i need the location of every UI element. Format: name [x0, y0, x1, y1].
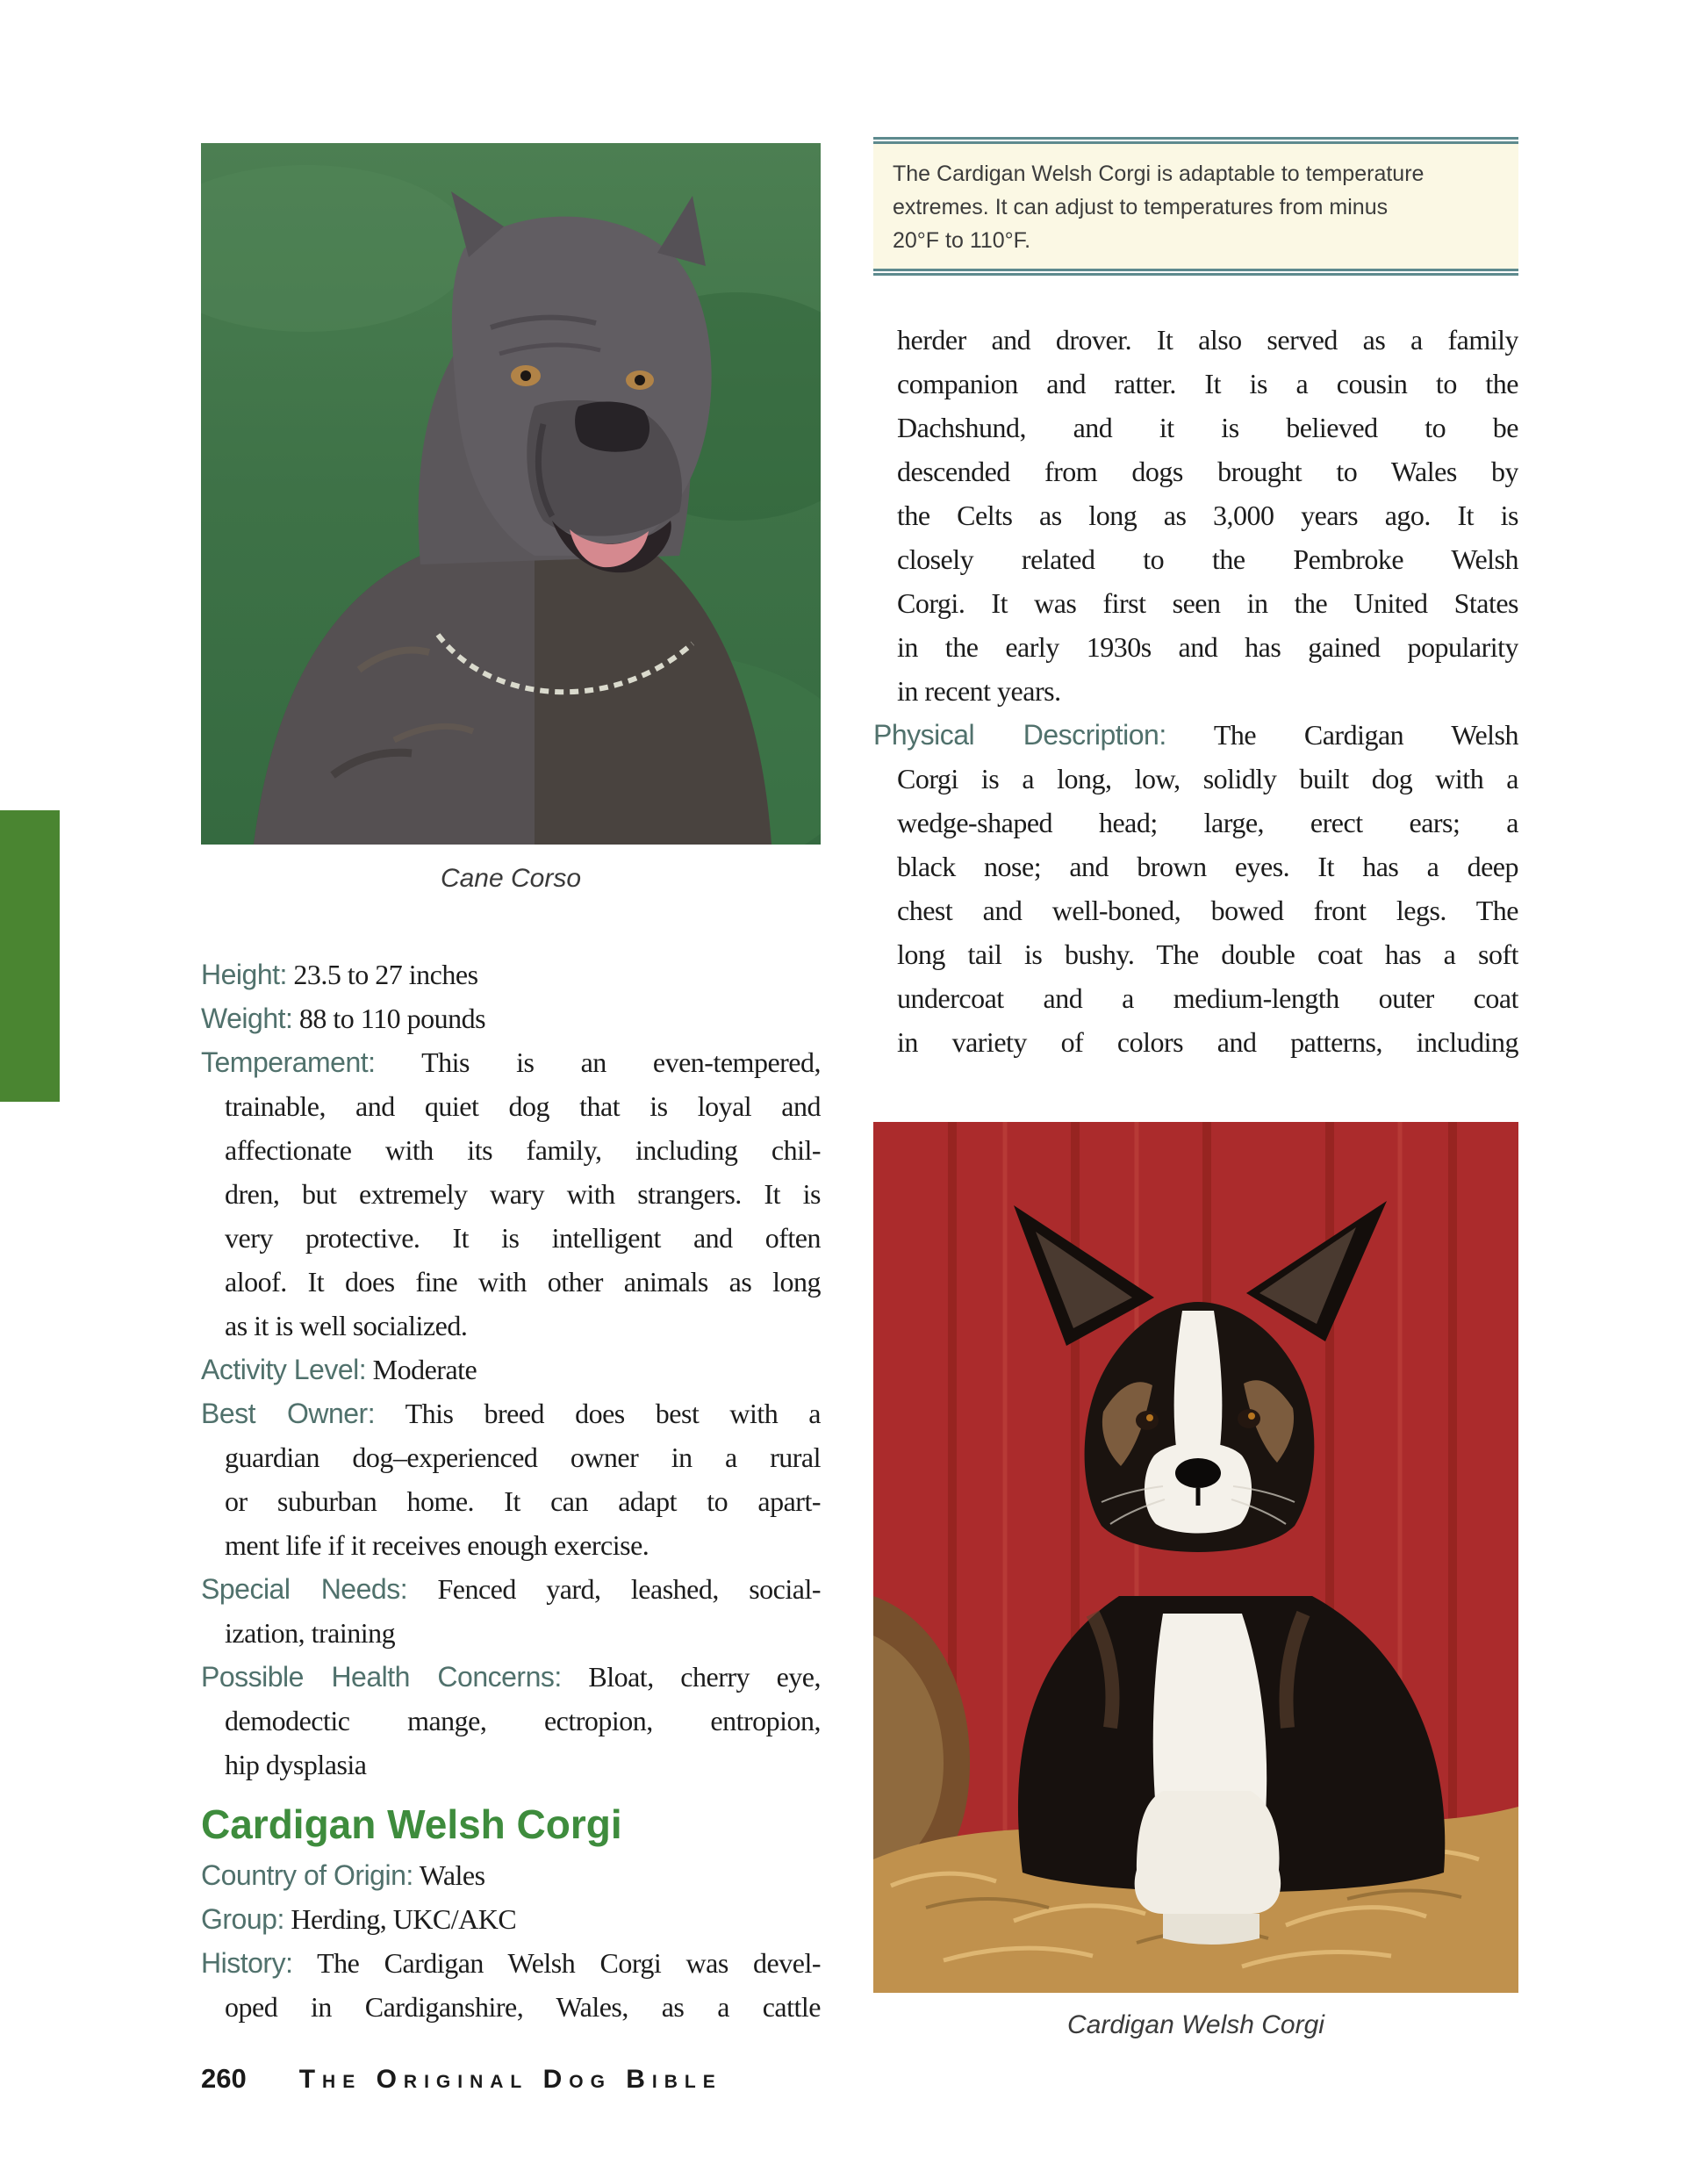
entry: [873, 713, 1518, 1064]
text-line: or suburban home. It can adapt to apart-: [225, 1485, 821, 1517]
text-line: Weight: 88 to 110 pounds: [201, 1003, 486, 1034]
photo-caption: Cane Corso: [440, 864, 582, 893]
text-line: as it is well socialized.: [225, 1310, 468, 1341]
entry: [201, 1853, 821, 1897]
callout-line: The Cardigan Welsh Corgi is adaptable to temperature: [893, 162, 1425, 186]
field-label: Temperament:: [201, 1046, 376, 1078]
text-line: Possible Health Concerns: Bloat, cherry eye,: [201, 1661, 821, 1693]
text-line: Activity Level: Moderate: [201, 1354, 477, 1385]
entry: [873, 318, 1518, 713]
text-line: trainable, and quiet dog that is loyal and: [225, 1090, 821, 1122]
text-line: aloof. It does fine with other animals as long: [225, 1266, 821, 1298]
field-label: Country of Origin:: [201, 1859, 413, 1891]
text-line: guardian dog–experienced owner in a rural: [225, 1441, 821, 1473]
text-line: affectionate with its family, including chil-: [225, 1134, 821, 1166]
text-line: wedge-shaped head; large, erect ears; a: [897, 807, 1518, 838]
text-line: chest and well-boned, bowed front legs. The: [897, 895, 1518, 926]
entry: [201, 1567, 821, 1655]
field-label: Weight:: [201, 1003, 293, 1034]
callout-box: [873, 137, 1518, 276]
callout-text: [873, 145, 1518, 268]
field-label: Group:: [201, 1903, 284, 1935]
text-line: Special Needs: Fenced yard, leashed, social-: [201, 1573, 821, 1605]
field-label: Height:: [201, 959, 287, 990]
entry: [201, 1391, 821, 1567]
text-line: Corgi is a long, low, solidly built dog with a: [897, 763, 1518, 794]
text-line: companion and ratter. It is a cousin to the: [897, 368, 1518, 399]
text-line: oped in Cardiganshire, Wales, as a cattle: [225, 1991, 821, 2023]
text-line: demodectic mange, ectropion, entropion,: [225, 1705, 821, 1736]
chapter-edge-tab: [0, 810, 60, 1102]
text-line: black nose; and brown eyes. It has a deep: [897, 851, 1518, 882]
text-line: herder and drover. It also served as a family: [897, 324, 1518, 356]
text-line: descended from dogs brought to Wales by: [897, 456, 1518, 487]
text-line: closely related to the Pembroke Welsh: [897, 543, 1518, 575]
text-line: very protective. It is intelligent and often: [225, 1222, 821, 1254]
field-label: History:: [201, 1947, 293, 1979]
field-label: Activity Level:: [201, 1354, 367, 1385]
left-text-column: [201, 953, 821, 2029]
callout-line: extremes. It can adjust to temperatures from minus: [893, 195, 1389, 219]
text-line: ment life if it receives enough exercise.: [225, 1529, 649, 1561]
field-label: Possible Health Concerns:: [201, 1661, 562, 1693]
breed-heading: Cardigan Welsh Corgi: [201, 1801, 622, 1847]
text-line: History: The Cardigan Welsh Corgi was devel-: [201, 1947, 821, 1979]
entry: [201, 1348, 821, 1391]
text-line: the Celts as long as 3,000 years ago. It is: [897, 500, 1518, 531]
text-line: Best Owner: This breed does best with a: [201, 1398, 821, 1429]
text-line: ization, training: [225, 1617, 396, 1649]
callout-line: 20°F to 110°F.: [893, 228, 1031, 253]
text-line: Dachshund, and it is believed to be: [897, 412, 1518, 443]
cane-corso-photo: [201, 143, 821, 845]
text-line: in recent years.: [897, 675, 1061, 707]
text-line: Temperament: This is an even-tempered,: [201, 1046, 821, 1078]
text-line: dren, but extremely wary with strangers. It is: [225, 1178, 821, 1210]
text-line: long tail is bushy. The double coat has a soft: [897, 938, 1518, 970]
field-label: Special Needs:: [201, 1573, 408, 1605]
field-label: Physical Description:: [873, 719, 1166, 751]
text-line: Physical Description: The Cardigan Welsh: [873, 719, 1518, 751]
cane-corso-stats: [201, 953, 821, 1787]
right-text-column: [873, 318, 1518, 1064]
text-line: Group: Herding, UKC/AKC: [201, 1903, 517, 1935]
photo-caption: Cardigan Welsh Corgi: [1067, 2010, 1324, 2039]
callout-rule-bottom: [873, 268, 1518, 276]
text-line: undercoat and a medium-length outer coat: [897, 982, 1518, 1014]
text-line: hip dysplasia: [225, 1749, 367, 1780]
entry: [201, 1040, 821, 1348]
field-label: Best Owner:: [201, 1398, 376, 1429]
cardigan-welsh-corgi-photo: [873, 1122, 1518, 1993]
entry: [201, 1655, 821, 1787]
entry: [201, 1941, 821, 2029]
text-line: Height: 23.5 to 27 inches: [201, 959, 478, 990]
text-line: Corgi. It was first seen in the United States: [897, 587, 1518, 619]
text-line: in variety of colors and patterns, including: [897, 1026, 1518, 1058]
corgi-stats: [201, 1853, 821, 2029]
entry: [201, 996, 821, 1040]
book-title: The Original Dog Bible: [298, 2065, 722, 2094]
entry: [201, 953, 821, 996]
callout-rule-top: [873, 137, 1518, 145]
page-number: 260: [201, 2063, 247, 2094]
text-line: Country of Origin: Wales: [201, 1859, 485, 1891]
entry: [201, 1897, 821, 1941]
text-line: in the early 1930s and has gained popularity: [897, 631, 1518, 663]
page-footer: [201, 2063, 1079, 2095]
